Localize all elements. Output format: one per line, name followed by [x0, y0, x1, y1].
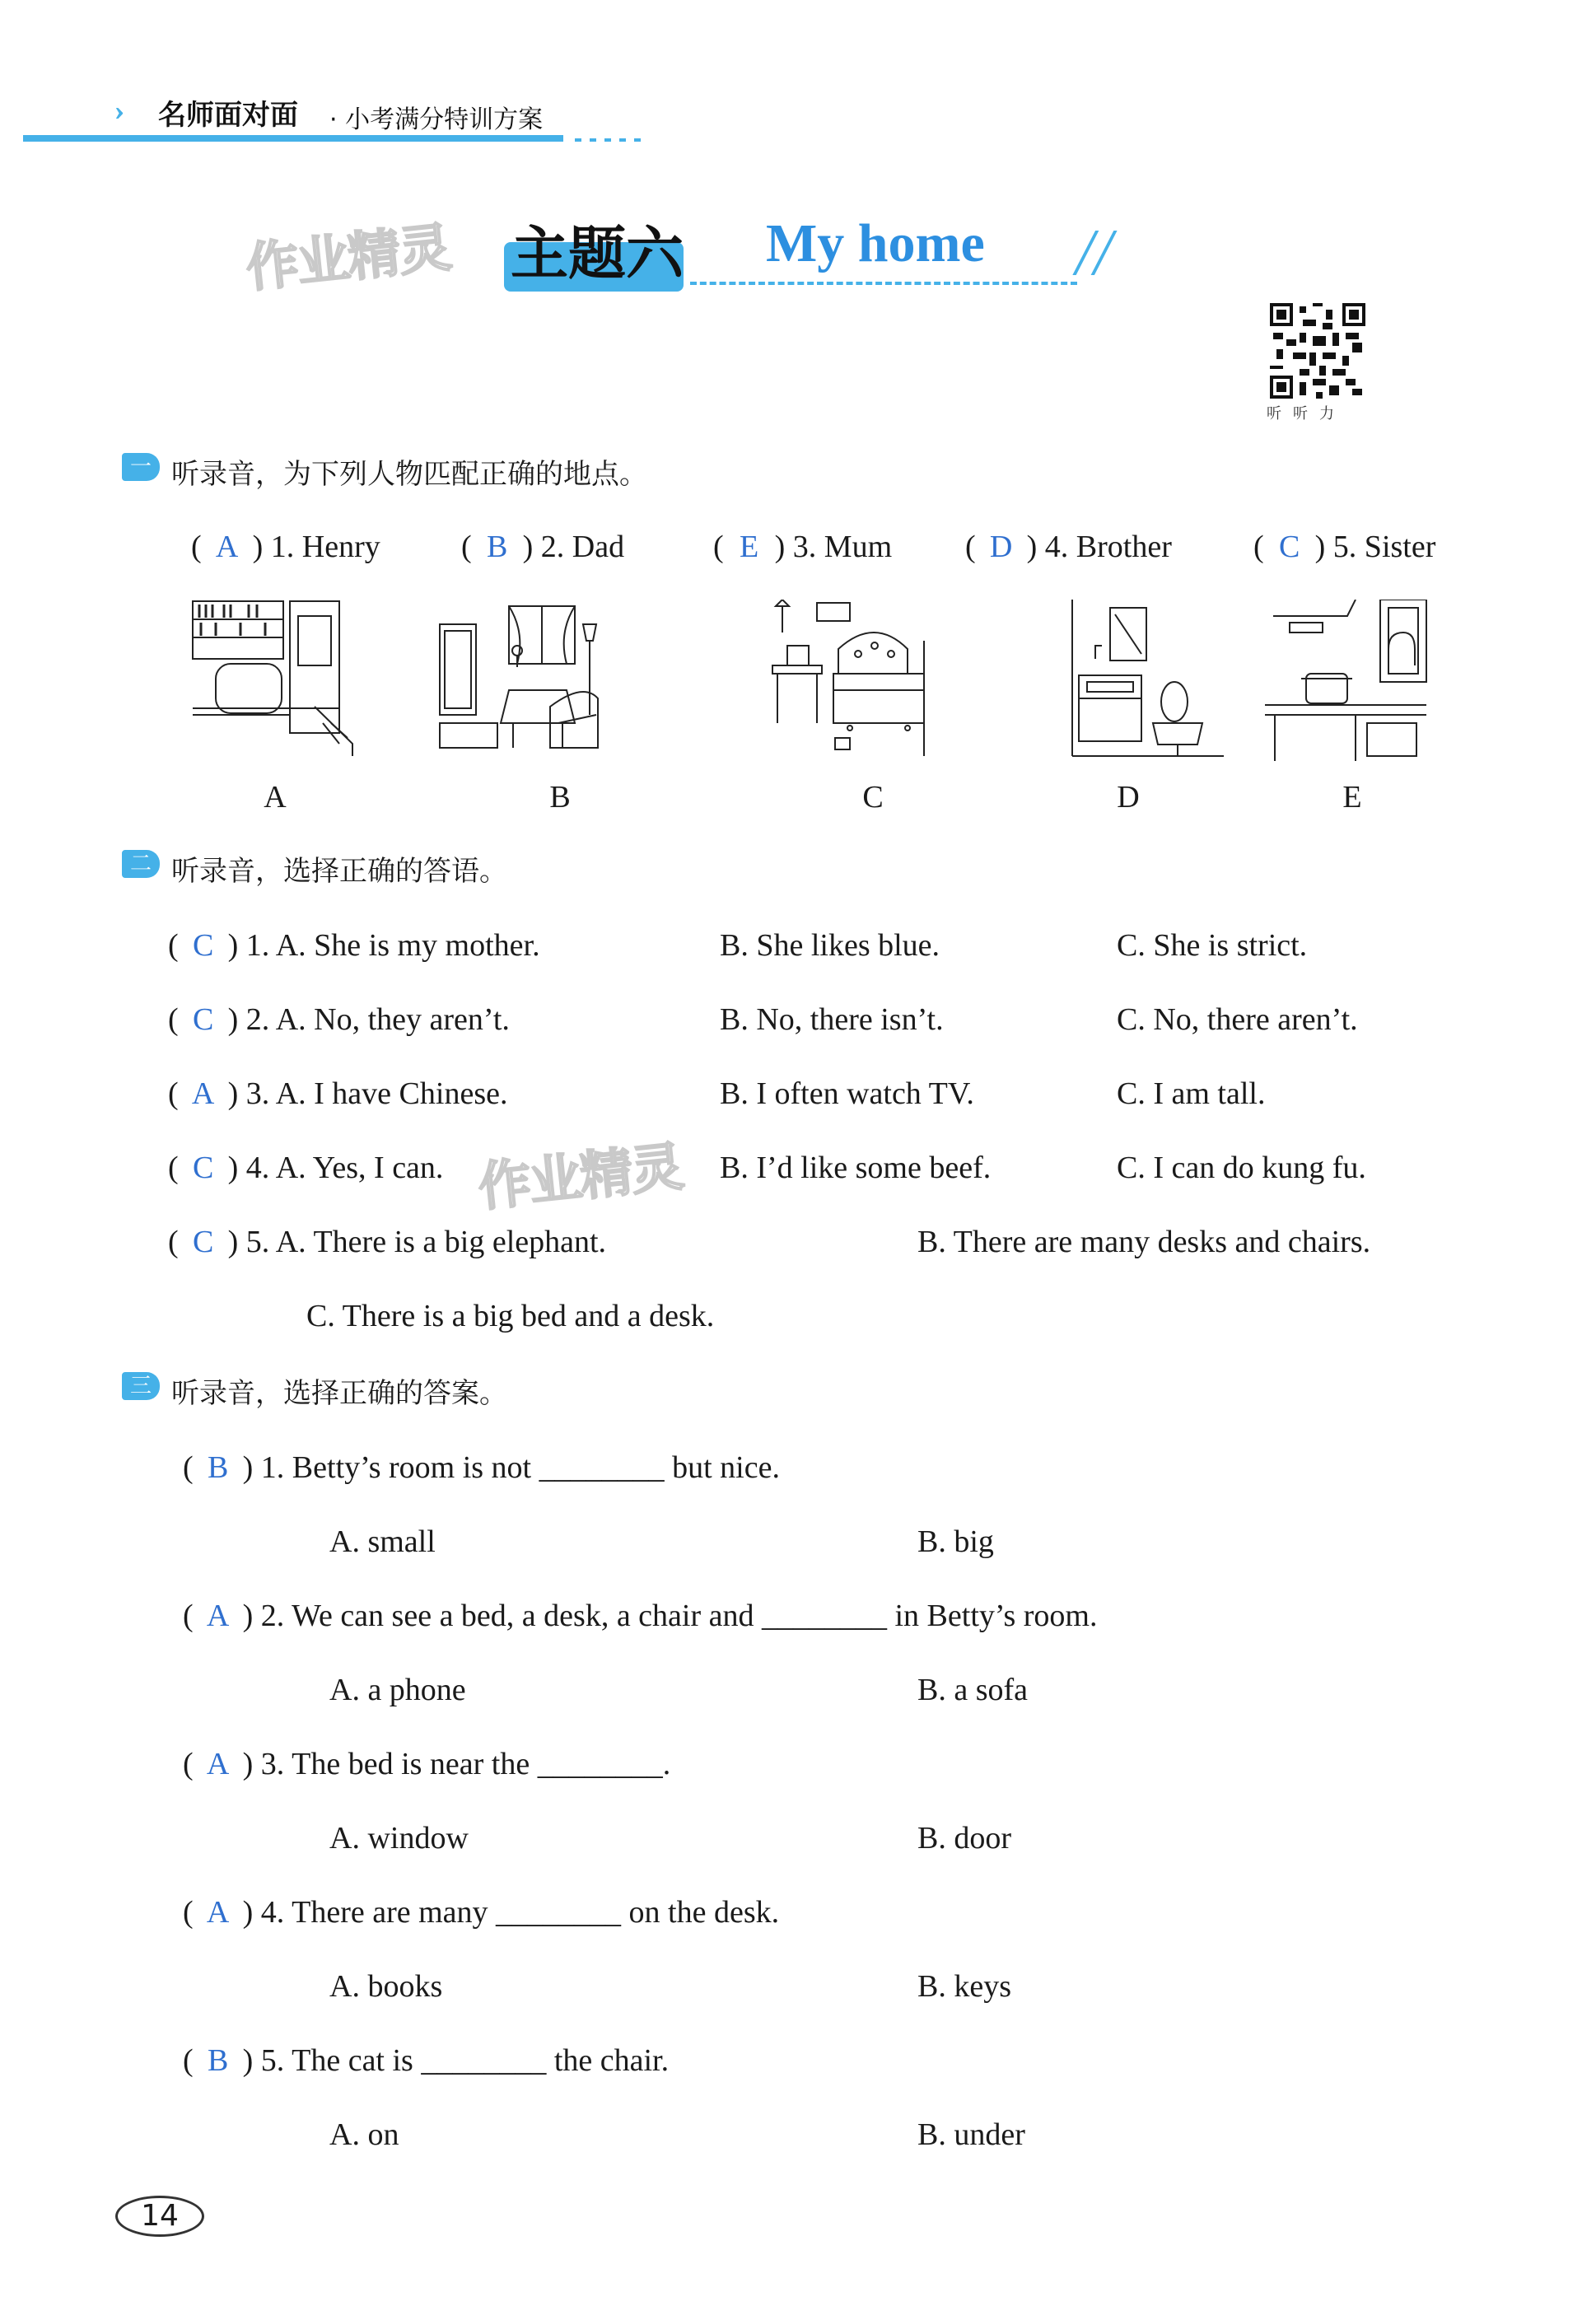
option-b: B. door [917, 1821, 1011, 1856]
option-b: B. I often watch TV. [720, 1076, 974, 1111]
option-c: C. There is a big bed and a desk. [306, 1299, 715, 1333]
match-item-2: ( B ) 2. Dad [461, 530, 625, 564]
answer-mark: A [191, 1076, 215, 1111]
series-subtitle: · 小考满分特训方案 [329, 105, 544, 134]
section-title: 听录音，选择正确的答案。 [171, 1377, 507, 1410]
section-title: 听录音，选择正确的答语。 [171, 855, 507, 888]
unit-label: 主题六 [511, 220, 684, 287]
option-b: B. a sofa [917, 1673, 1029, 1707]
match-item-3: ( E ) 3. Mum [713, 530, 893, 564]
option-b: B. big [917, 1524, 994, 1559]
option-a: A. on [329, 2117, 399, 2152]
answer-mark: B [207, 1450, 229, 1485]
question-row: ( C ) 4. A. Yes, I can. [168, 1151, 444, 1185]
question-row: ( A ) 3. A. I have Chinese. [168, 1076, 508, 1111]
answer-mark: B [486, 530, 508, 564]
question-row: ( B ) 5. The cat is ________ the chair. [183, 2043, 670, 2078]
answer-mark: A [206, 1895, 230, 1930]
study-room-icon [191, 600, 356, 764]
question-row: ( C ) 2. A. No, they aren’t. [168, 1002, 510, 1037]
watermark: 作业精灵 [243, 217, 453, 300]
answer-mark: E [740, 530, 759, 564]
option-a: A. small [329, 1524, 436, 1559]
section-1-heading [122, 451, 863, 491]
section-number-badge: 三 [122, 1372, 160, 1400]
picture-label: A [264, 780, 287, 815]
qr-caption: 听听力 [1267, 405, 1346, 422]
bathroom-icon [1062, 600, 1227, 764]
question-row: ( B ) 1. Betty’s room is not ________ but nice. [183, 1450, 780, 1485]
watermark: 作业精灵 [475, 1137, 685, 1219]
double-slash-icon: // [1076, 217, 1113, 289]
question-row: ( A ) 2. We can see a bed, a desk, a chair and ________ in Betty’s room. [183, 1599, 1098, 1633]
answer-mark: C [192, 1002, 214, 1037]
unit-title: My home [766, 213, 985, 273]
option-b: B. She likes blue. [720, 928, 940, 963]
answer-mark: C [192, 1151, 214, 1185]
answer-mark: C [192, 928, 214, 963]
living-room-icon [435, 600, 600, 764]
section-2-heading [122, 848, 863, 888]
question-row: ( C ) 5. A. There is a big elephant. [168, 1225, 607, 1259]
option-b: B. under [917, 2117, 1025, 2152]
header-dots [575, 138, 649, 142]
section-number-badge: 二 [122, 850, 160, 878]
match-item-1: ( A ) 1. Henry [191, 530, 380, 564]
bedroom-icon [768, 600, 932, 764]
section-title: 听录音，为下列人物匹配正确的地点。 [171, 458, 647, 491]
answer-mark: D [989, 530, 1013, 564]
question-row: ( A ) 3. The bed is near the ________. [183, 1747, 671, 1781]
option-c: C. She is strict. [1117, 928, 1308, 963]
match-item-5: ( C ) 5. Sister [1253, 530, 1436, 564]
option-a: A. a phone [329, 1673, 466, 1707]
answer-mark: B [207, 2043, 229, 2078]
picture-label: B [549, 780, 571, 815]
option-c: C. I can do kung fu. [1117, 1151, 1366, 1185]
section-number-badge: 一 [122, 453, 160, 481]
option-b: B. I’d like some beef. [720, 1151, 992, 1185]
header-rule [23, 135, 563, 142]
picture-label: C [862, 780, 884, 815]
series-title: 名师面对面 [158, 100, 298, 131]
option-b: B. There are many desks and chairs. [917, 1225, 1371, 1259]
option-a: A. window [329, 1821, 469, 1856]
page-number: 14 [115, 2196, 204, 2237]
question-row: ( A ) 4. There are many ________ on the desk. [183, 1895, 780, 1930]
qr-code-icon[interactable] [1270, 303, 1365, 399]
answer-mark: C [192, 1225, 214, 1259]
answer-mark: C [1278, 530, 1300, 564]
answer-mark: A [206, 1747, 230, 1781]
option-c: C. No, there aren’t. [1117, 1002, 1358, 1037]
option-b: B. No, there isn’t. [720, 1002, 944, 1037]
match-item-4: ( D ) 4. Brother [965, 530, 1172, 564]
answer-mark: A [215, 530, 239, 564]
picture-label: E [1342, 780, 1362, 815]
question-row: ( C ) 1. A. She is my mother. [168, 928, 540, 963]
unit-dash-line [690, 282, 1077, 285]
option-a: A. books [329, 1969, 443, 2004]
section-3-heading [122, 1370, 863, 1410]
kitchen-icon [1265, 600, 1430, 764]
answer-mark: A [206, 1599, 230, 1633]
picture-label: D [1117, 780, 1140, 815]
option-b: B. keys [917, 1969, 1011, 2004]
option-c: C. I am tall. [1117, 1076, 1266, 1111]
